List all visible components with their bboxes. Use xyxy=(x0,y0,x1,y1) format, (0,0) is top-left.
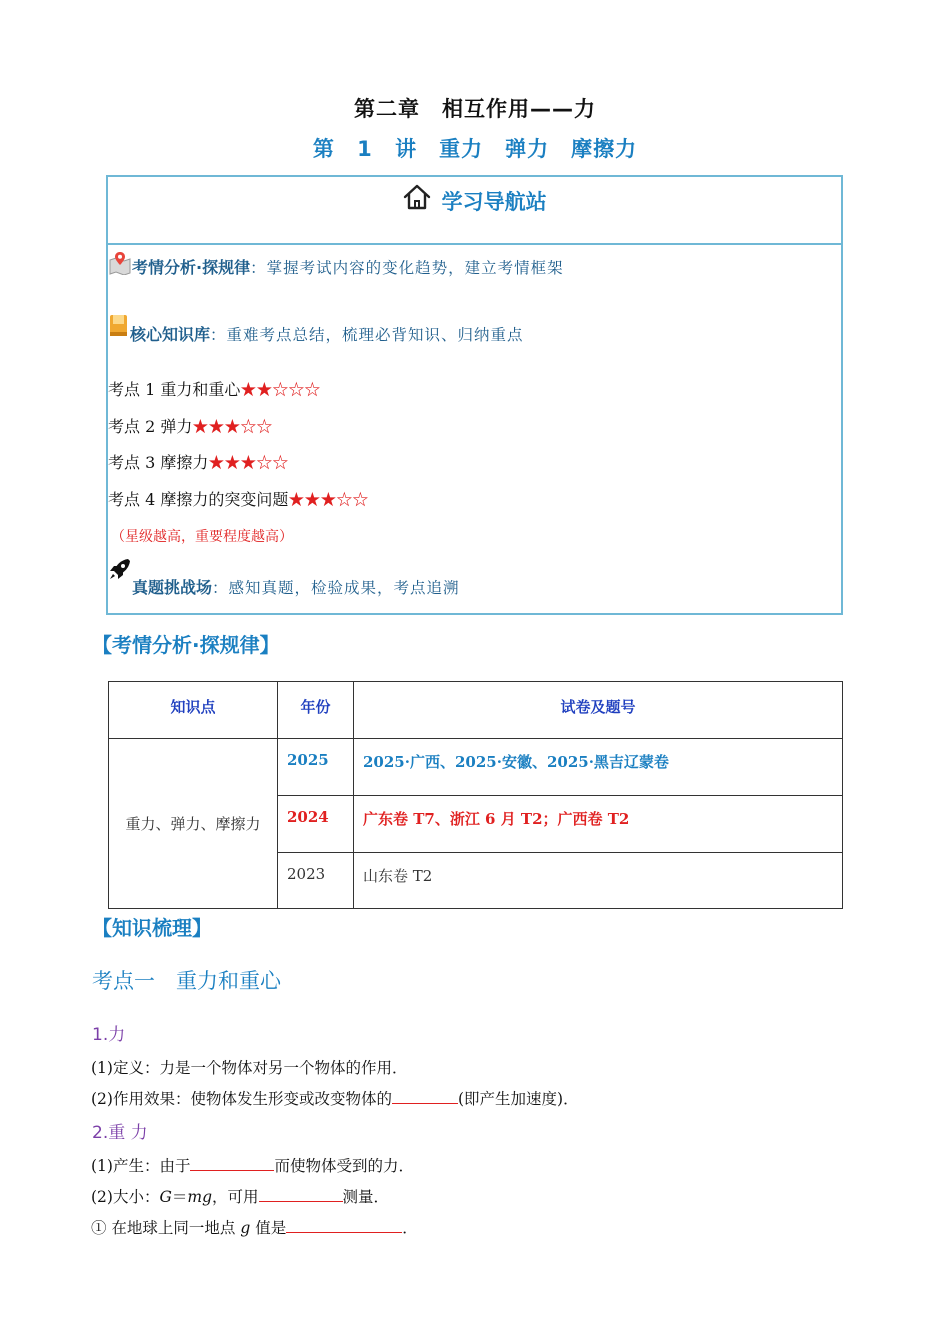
fill-blank[interactable] xyxy=(190,1156,274,1171)
subsection-title-gravity: 2.重 力 xyxy=(92,1123,148,1143)
year-cell: 2023 xyxy=(278,853,354,909)
home-icon xyxy=(402,190,441,214)
formula-var: g xyxy=(240,1219,251,1237)
section-label: 核心知识库 xyxy=(130,325,211,344)
exam-point-4 xyxy=(108,487,368,510)
paper-cell: 广东卷 T7、浙江 6 月 T2；广西卷 T2 xyxy=(354,796,843,853)
section-core-knowledge xyxy=(108,314,524,345)
exam-point-label: 考点 1 重力和重心 xyxy=(108,380,241,399)
nav-header xyxy=(108,177,841,245)
rating-stars: ★★★☆☆ xyxy=(192,417,273,436)
exam-point-2 xyxy=(108,414,272,437)
paper-cell: 2025·广西、2025·安徽、2025·黑吉辽蒙卷 xyxy=(354,739,843,796)
section-label: 真题挑战场 xyxy=(132,578,213,597)
rating-stars: ★★★☆☆ xyxy=(208,453,289,472)
header-cell: 知识点 xyxy=(109,682,278,739)
table-row xyxy=(109,739,843,796)
section-desc: ：重难考点总结，梳理必背知识、归纳重点 xyxy=(210,326,524,344)
section-real-exam xyxy=(108,557,460,597)
gravity-origin xyxy=(91,1154,414,1176)
rating-stars: ★★☆☆☆ xyxy=(240,380,321,399)
year-cell: 2024 xyxy=(278,796,354,853)
formula-var: G xyxy=(159,1188,172,1206)
text: (1)产生：由于 xyxy=(91,1157,191,1175)
gravity-g-value xyxy=(91,1216,418,1238)
exam-table xyxy=(108,681,843,909)
exam-point-1 xyxy=(108,377,320,400)
fill-blank[interactable] xyxy=(392,1089,458,1104)
chapter-title: 第二章 相互作用——力 xyxy=(354,97,596,121)
section-label: 考情分析·探规律 xyxy=(132,258,251,277)
header-cell: 年份 xyxy=(278,682,354,739)
section-desc: ：感知真题，检验成果，考点追溯 xyxy=(212,579,460,597)
map-pin-icon xyxy=(108,258,132,277)
text: ，可用 xyxy=(212,1188,259,1206)
text: ． xyxy=(402,1219,418,1237)
rocket-icon xyxy=(108,572,132,591)
text: (2)作用效果：使物体发生形变或改变物体的 xyxy=(91,1090,392,1108)
section-exam-analysis xyxy=(108,251,564,278)
text: 值是 xyxy=(250,1219,287,1237)
paper-cell: 山东卷 T2 xyxy=(354,853,843,909)
section-desc: ：掌握考试内容的变化趋势，建立考情框架 xyxy=(250,259,564,277)
gravity-size xyxy=(91,1185,389,1207)
study-navigation-box xyxy=(106,175,843,615)
header-cell: 试卷及题号 xyxy=(354,682,843,739)
lecture-title: 第 1 讲 重力 弹力 摩擦力 xyxy=(312,137,638,161)
topic-cell: 重力、弹力、摩擦力 xyxy=(109,739,278,909)
text: (即产生加速度)． xyxy=(457,1090,579,1108)
exam-point-3 xyxy=(108,450,288,473)
book-icon xyxy=(108,325,130,344)
nav-title: 学习导航站 xyxy=(441,190,547,214)
topic-title: 考点一 重力和重心 xyxy=(92,969,281,993)
analysis-heading: 【考情分析·探规律】 xyxy=(92,633,280,657)
exam-point-label: 考点 4 摩擦力的突变问题 xyxy=(108,490,289,509)
text: ① 在地球上同一地点 xyxy=(91,1219,241,1237)
formula-var: mg xyxy=(187,1188,212,1206)
formula-eq: ＝ xyxy=(171,1188,188,1206)
knowledge-heading: 【知识梳理】 xyxy=(92,916,212,940)
exam-point-label: 考点 2 弹力 xyxy=(108,417,193,436)
fill-blank[interactable] xyxy=(259,1187,343,1202)
year-cell: 2025 xyxy=(278,739,354,796)
exam-point-label: 考点 3 摩擦力 xyxy=(108,453,209,472)
force-definition: (1)定义：力是一个物体对另一个物体的作用． xyxy=(91,1059,408,1077)
rating-note: （星级越高，重要程度越高） xyxy=(111,529,293,545)
text: 测量． xyxy=(342,1188,390,1206)
subsection-title-force: 1.力 xyxy=(92,1025,126,1045)
force-effect xyxy=(91,1087,579,1109)
rating-stars: ★★★☆☆ xyxy=(288,490,369,509)
text: (2)大小： xyxy=(91,1188,160,1206)
text: 而使物体受到的力． xyxy=(274,1157,414,1175)
fill-blank[interactable] xyxy=(286,1218,402,1233)
